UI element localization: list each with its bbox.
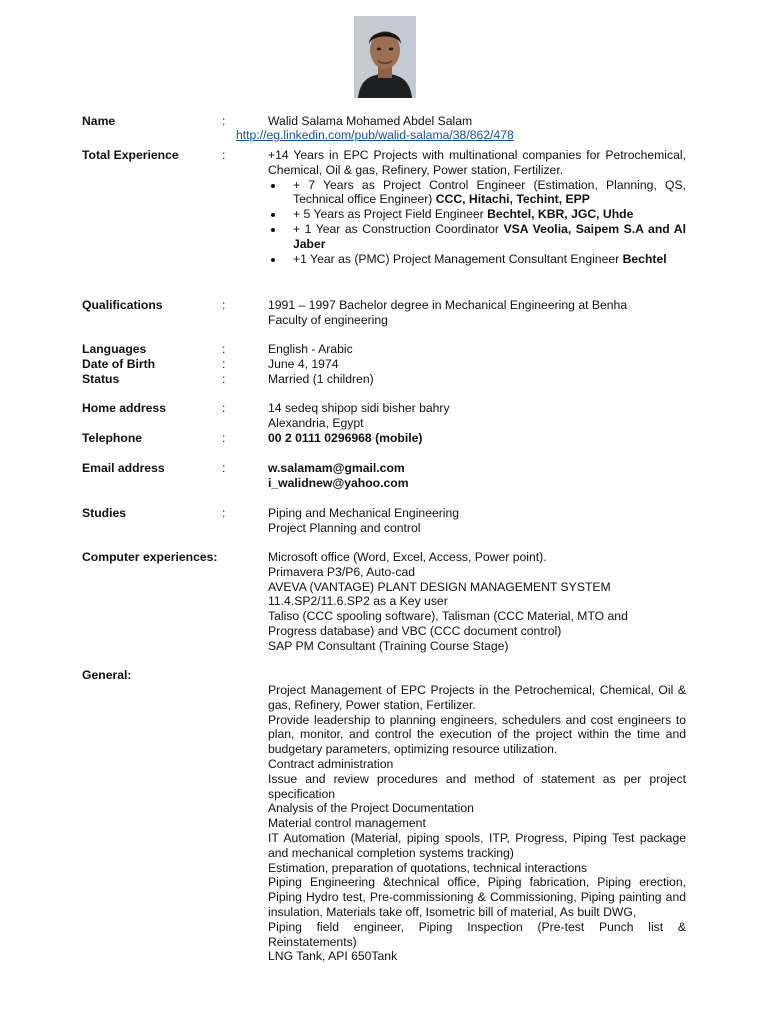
status-value: Married (1 children) [268, 372, 374, 386]
experience-label: Total Experience [82, 148, 179, 162]
computer-line: Primavera P3/P6, Auto-cad [268, 564, 415, 579]
studies-line: Piping and Mechanical Engineering [268, 506, 460, 520]
experience-intro-chemical: Chemical [268, 162, 319, 177]
status-colon: : [222, 372, 226, 386]
home-address-line: 14 sedeq shipop sidi bisher bahry [268, 401, 450, 415]
experience-intro-text-end: , Oil & gas, Refinery, Power station, Fertilizer. [318, 162, 564, 177]
general-line: LNG Tank, API 650Tank [268, 949, 398, 964]
qualifications-value [268, 298, 686, 328]
telephone-colon: : [222, 431, 226, 445]
studies-value [268, 506, 686, 536]
experience-item-companies: Bechtel, KBR, JGC, Uhde [487, 207, 634, 222]
experience-item-text: + 5 Years as Project Field Engineer [293, 207, 488, 222]
general-line: Piping Engineering &technical office, Piping fabrication, Piping erection, Piping Hydro test, Pre-commissioning & Commissioning, Piping painting and insulation, Materials take off, Isometric bill of material, As built DWG, [268, 875, 686, 919]
general-line: Analysis of the Project Documentation [268, 801, 474, 816]
dob-label: Date of Birth [82, 357, 156, 371]
general-line: Provide leadership to planning engineers, schedulers and cost engineers to plan, monitor, and control the execution of the project within the time and budgetary parameters, optimizing resource utilization. [268, 712, 686, 757]
computer-line: 11.4.SP2/11.6.SP2 as a Key user [268, 594, 448, 609]
general-line: IT Automation (Material, piping spools, ITP, Progress, Piping Test package and mechanical completion systems tracking) [268, 830, 686, 860]
qualifications-colon: : [222, 298, 226, 312]
name-label: Name [82, 114, 116, 128]
general-line: Estimation, preparation of quotations, technical interactions [268, 860, 588, 875]
general-line: Project Management of EPC Projects in the Petrochemical, Chemical, Oil & gas, Refinery, Power station, Fertilizer. [268, 683, 686, 712]
experience-colon: : [222, 148, 226, 162]
experience-item-text: + 1 Year as Construction Coordinator [293, 221, 504, 236]
languages-value: English - Arabic [268, 342, 353, 356]
computer-line: SAP PM Consultant (Training Course Stage) [268, 638, 509, 653]
profile-photo [354, 16, 416, 98]
computer-experiences-label [82, 550, 217, 565]
experience-item [268, 222, 686, 252]
home-address-line: Alexandria, Egypt [268, 415, 364, 430]
name-value: Walid Salama Mohamed Abdel Salam [268, 114, 473, 128]
general-value [268, 683, 686, 964]
general-line: Piping field engineer, Piping Inspection (Pre-test Punch list & Reinstatements) [268, 919, 686, 949]
telephone-value: 00 2 0111 0296968 (mobile) [268, 431, 423, 445]
email-secondary[interactable]: i_walidnew@yahoo.com [268, 475, 409, 490]
dob-colon: : [222, 357, 226, 371]
computer-line: Microsoft office (Word, Excel, Access, Power point). [268, 550, 547, 564]
experience-intro [268, 148, 686, 178]
experience-intro-text: +14 Years in EPC Projects with multinational companies for Petrochemical, [268, 148, 686, 162]
experience-item-companies: CCC, Hitachi, Techint, EPP [435, 192, 590, 207]
home-address-colon: : [222, 401, 226, 415]
name-colon: : [222, 114, 226, 128]
telephone-label: Telephone [82, 431, 143, 445]
email-colon: : [222, 461, 226, 475]
experience-item [268, 252, 686, 267]
computer-experiences-label-text: Computer experiences [82, 550, 214, 564]
general-line: Contract administration [268, 756, 394, 771]
experience-item-text: + 7 Years as Project Control Engineer (Estimation, Planning, QS, Technical office Engineer) [293, 177, 686, 207]
dob-value: June 4, 1974 [268, 357, 339, 371]
profile-photo-portrait [354, 16, 416, 98]
experience-item [268, 207, 686, 222]
email-label: Email address [82, 461, 165, 475]
qualifications-label: Qualifications [82, 298, 163, 312]
linkedin-link[interactable]: http://eg.linkedin.com/pub/walid-salama/38/862/478 [236, 128, 514, 142]
email-value [268, 461, 686, 491]
experience-item-text: +1 Year as (PMC) Project Management Consultant Engineer [293, 251, 623, 266]
general-line: Issue and review procedures and method of statement as per project specification [268, 771, 686, 801]
studies-label: Studies [82, 506, 127, 520]
experience-item [268, 178, 686, 208]
email-primary[interactable]: w.salamam@gmail.com [268, 461, 405, 475]
languages-colon: : [222, 342, 226, 356]
studies-line: Project Planning and control [268, 520, 421, 535]
experience-item-companies: Bechtel [622, 251, 667, 266]
languages-label: Languages [82, 342, 147, 356]
computer-experiences-value [268, 550, 686, 654]
experience-list [268, 178, 686, 267]
home-address-value [268, 401, 686, 431]
studies-colon: : [222, 506, 226, 520]
status-label: Status [82, 372, 120, 386]
experience-block [268, 148, 686, 266]
computer-line: AVEVA (VANTAGE) PLANT DESIGN MANAGEMENT SYSTEM [268, 579, 611, 594]
home-address-label: Home address [82, 401, 166, 415]
experience-item-companies: VSA Veolia, Saipem S.A and Al Jaber [293, 221, 686, 251]
qualifications-line: 1991 – 1997 Bachelor degree in Mechanical Engineering at Benha [268, 298, 628, 312]
general-label: General: [82, 668, 132, 682]
qualifications-line: Faculty of engineering [268, 312, 388, 327]
computer-line: Taliso (CCC spooling software), Talisman (CCC Material, MTO and [268, 609, 628, 624]
computer-line: Progress database) and VBC (CCC document control) [268, 623, 562, 638]
general-line: Material control management [268, 816, 426, 831]
computer-experiences-colon: : [213, 550, 218, 564]
